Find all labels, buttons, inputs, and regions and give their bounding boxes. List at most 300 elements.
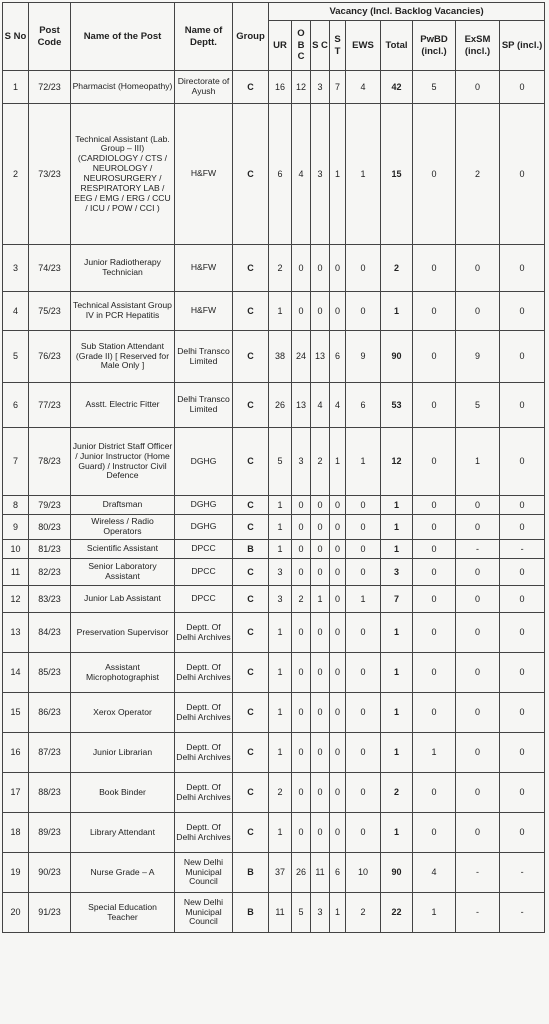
cell-obc: 12	[292, 71, 311, 104]
cell-dept: DGHG	[175, 515, 233, 540]
cell-obc: 13	[292, 383, 311, 428]
cell-group: B	[233, 853, 269, 893]
cell-total: 90	[381, 331, 413, 383]
cell-pwbd: 0	[413, 773, 456, 813]
cell-exsm: -	[456, 893, 500, 933]
cell-code: 81/23	[29, 540, 71, 559]
cell-ews: 0	[346, 496, 381, 515]
cell-pwbd: 5	[413, 71, 456, 104]
cell-st: 1	[330, 893, 346, 933]
cell-dept: DPCC	[175, 559, 233, 586]
cell-total: 1	[381, 733, 413, 773]
cell-sno: 15	[3, 693, 29, 733]
cell-st: 0	[330, 515, 346, 540]
cell-name: Junior Librarian	[71, 733, 175, 773]
cell-pwbd: 0	[413, 331, 456, 383]
cell-st: 0	[330, 813, 346, 853]
cell-dept: Deptt. Of Delhi Archives	[175, 693, 233, 733]
table-row	[3, 613, 545, 653]
cell-code: 74/23	[29, 245, 71, 292]
table-row	[3, 515, 545, 540]
cell-pwbd: 0	[413, 292, 456, 331]
cell-obc: 0	[292, 515, 311, 540]
cell-total: 1	[381, 496, 413, 515]
table-row	[3, 383, 545, 428]
cell-sc: 0	[311, 773, 330, 813]
cell-ews: 1	[346, 104, 381, 245]
cell-name: Technical Assistant Group IV in PCR Hepatitis	[71, 292, 175, 331]
cell-group: C	[233, 586, 269, 613]
cell-sp: 0	[500, 813, 545, 853]
cell-dept: H&FW	[175, 104, 233, 245]
cell-code: 82/23	[29, 559, 71, 586]
cell-sc: 0	[311, 245, 330, 292]
header-sub-5: Total	[381, 21, 413, 71]
cell-total: 2	[381, 773, 413, 813]
cell-sno: 19	[3, 853, 29, 893]
cell-dept: Deptt. Of Delhi Archives	[175, 613, 233, 653]
cell-pwbd: 0	[413, 653, 456, 693]
cell-sno: 17	[3, 773, 29, 813]
cell-sp: 0	[500, 496, 545, 515]
cell-name: Technical Assistant (Lab. Group – III) (CARDIOLOGY / CTS / NEUROLOGY / NEUROSURGERY / RESPIRATORY LAB / EEG / EMG / ERG / CCU / ICU / POW / CCI )	[71, 104, 175, 245]
cell-st: 0	[330, 733, 346, 773]
cell-total: 1	[381, 515, 413, 540]
cell-code: 76/23	[29, 331, 71, 383]
cell-ur: 3	[269, 586, 292, 613]
cell-name: Pharmacist (Homeopathy)	[71, 71, 175, 104]
cell-dept: Delhi Transco Limited	[175, 331, 233, 383]
cell-exsm: 0	[456, 559, 500, 586]
cell-sno: 4	[3, 292, 29, 331]
cell-sp: 0	[500, 245, 545, 292]
cell-sno: 1	[3, 71, 29, 104]
header-sub-3: S T	[330, 21, 346, 71]
table-row	[3, 428, 545, 496]
table-row	[3, 104, 545, 245]
cell-st: 0	[330, 693, 346, 733]
header-sub-2: S C	[311, 21, 330, 71]
cell-st: 0	[330, 245, 346, 292]
cell-sno: 7	[3, 428, 29, 496]
table-row	[3, 496, 545, 515]
cell-name: Junior District Staff Officer / Junior Instructor (Home Guard) / Instructor Civil Defence	[71, 428, 175, 496]
cell-total: 3	[381, 559, 413, 586]
cell-sc: 0	[311, 292, 330, 331]
cell-st: 0	[330, 773, 346, 813]
cell-ur: 1	[269, 540, 292, 559]
cell-pwbd: 0	[413, 104, 456, 245]
cell-st: 6	[330, 853, 346, 893]
cell-exsm: 0	[456, 773, 500, 813]
header-sub-4: EWS	[346, 21, 381, 71]
cell-ur: 1	[269, 733, 292, 773]
cell-group: C	[233, 613, 269, 653]
cell-name: Book Binder	[71, 773, 175, 813]
cell-total: 90	[381, 853, 413, 893]
cell-group: C	[233, 331, 269, 383]
cell-sp: 0	[500, 559, 545, 586]
cell-ur: 26	[269, 383, 292, 428]
cell-code: 75/23	[29, 292, 71, 331]
cell-sno: 5	[3, 331, 29, 383]
cell-name: Junior Radiotherapy Technician	[71, 245, 175, 292]
cell-ur: 1	[269, 653, 292, 693]
cell-st: 7	[330, 71, 346, 104]
cell-exsm: 0	[456, 245, 500, 292]
cell-pwbd: 0	[413, 515, 456, 540]
cell-exsm: 2	[456, 104, 500, 245]
cell-ur: 37	[269, 853, 292, 893]
cell-sp: -	[500, 540, 545, 559]
cell-sp: 0	[500, 586, 545, 613]
cell-exsm: 0	[456, 515, 500, 540]
cell-sp: 0	[500, 104, 545, 245]
cell-group: C	[233, 104, 269, 245]
cell-ews: 0	[346, 292, 381, 331]
cell-exsm: 0	[456, 733, 500, 773]
cell-pwbd: 0	[413, 559, 456, 586]
cell-sp: 0	[500, 515, 545, 540]
cell-dept: Directorate of Ayush	[175, 71, 233, 104]
cell-ews: 4	[346, 71, 381, 104]
cell-sno: 9	[3, 515, 29, 540]
cell-sp: 0	[500, 292, 545, 331]
header-sub-1: O B C	[292, 21, 311, 71]
cell-ews: 0	[346, 245, 381, 292]
cell-obc: 0	[292, 813, 311, 853]
cell-ur: 2	[269, 773, 292, 813]
header-post-name: Name of the Post	[71, 3, 175, 71]
cell-obc: 0	[292, 773, 311, 813]
cell-name: Scientific Assistant	[71, 540, 175, 559]
cell-obc: 0	[292, 613, 311, 653]
cell-st: 4	[330, 383, 346, 428]
cell-sno: 8	[3, 496, 29, 515]
cell-dept: New Delhi Municipal Council	[175, 853, 233, 893]
cell-total: 1	[381, 540, 413, 559]
cell-group: C	[233, 653, 269, 693]
cell-ews: 0	[346, 813, 381, 853]
cell-sp: -	[500, 893, 545, 933]
cell-exsm: 0	[456, 292, 500, 331]
cell-dept: DGHG	[175, 496, 233, 515]
cell-sno: 11	[3, 559, 29, 586]
cell-group: C	[233, 773, 269, 813]
cell-sno: 2	[3, 104, 29, 245]
cell-group: C	[233, 71, 269, 104]
cell-code: 72/23	[29, 71, 71, 104]
cell-sp: 0	[500, 428, 545, 496]
cell-obc: 24	[292, 331, 311, 383]
cell-sc: 0	[311, 613, 330, 653]
cell-code: 80/23	[29, 515, 71, 540]
cell-code: 91/23	[29, 893, 71, 933]
cell-sno: 13	[3, 613, 29, 653]
cell-sp: 0	[500, 331, 545, 383]
cell-total: 1	[381, 653, 413, 693]
cell-group: C	[233, 292, 269, 331]
cell-code: 84/23	[29, 613, 71, 653]
cell-pwbd: 0	[413, 383, 456, 428]
cell-sc: 0	[311, 733, 330, 773]
cell-ur: 11	[269, 893, 292, 933]
cell-pwbd: 1	[413, 733, 456, 773]
cell-code: 88/23	[29, 773, 71, 813]
cell-exsm: 0	[456, 653, 500, 693]
cell-sp: -	[500, 853, 545, 893]
table-row	[3, 733, 545, 773]
cell-total: 53	[381, 383, 413, 428]
cell-sc: 3	[311, 71, 330, 104]
cell-ur: 3	[269, 559, 292, 586]
table-row	[3, 292, 545, 331]
header-department: Name of Deptt.	[175, 3, 233, 71]
cell-exsm: 1	[456, 428, 500, 496]
cell-sno: 10	[3, 540, 29, 559]
table-row	[3, 653, 545, 693]
cell-obc: 5	[292, 893, 311, 933]
cell-st: 0	[330, 653, 346, 693]
cell-st: 6	[330, 331, 346, 383]
cell-sp: 0	[500, 383, 545, 428]
cell-total: 1	[381, 292, 413, 331]
cell-exsm: 5	[456, 383, 500, 428]
cell-name: Nurse Grade – A	[71, 853, 175, 893]
cell-sc: 4	[311, 383, 330, 428]
cell-dept: Deptt. Of Delhi Archives	[175, 653, 233, 693]
cell-dept: Deptt. Of Delhi Archives	[175, 733, 233, 773]
cell-sc: 3	[311, 893, 330, 933]
table-row	[3, 331, 545, 383]
table-row	[3, 853, 545, 893]
table-row	[3, 813, 545, 853]
cell-obc: 2	[292, 586, 311, 613]
cell-exsm: 0	[456, 496, 500, 515]
cell-code: 85/23	[29, 653, 71, 693]
cell-dept: DGHG	[175, 428, 233, 496]
header-group: Group	[233, 3, 269, 71]
cell-total: 1	[381, 693, 413, 733]
table-row	[3, 586, 545, 613]
cell-pwbd: 4	[413, 853, 456, 893]
cell-sc: 2	[311, 428, 330, 496]
cell-code: 87/23	[29, 733, 71, 773]
cell-name: Senior Laboratory Assistant	[71, 559, 175, 586]
cell-sno: 12	[3, 586, 29, 613]
cell-sc: 0	[311, 559, 330, 586]
cell-sp: 0	[500, 71, 545, 104]
cell-ews: 6	[346, 383, 381, 428]
cell-ews: 10	[346, 853, 381, 893]
cell-ews: 2	[346, 893, 381, 933]
cell-sp: 0	[500, 773, 545, 813]
header-sub-8: SP (incl.)	[500, 21, 545, 71]
table-row	[3, 559, 545, 586]
cell-exsm: -	[456, 540, 500, 559]
cell-pwbd: 0	[413, 245, 456, 292]
cell-ews: 0	[346, 559, 381, 586]
cell-sno: 6	[3, 383, 29, 428]
cell-group: B	[233, 540, 269, 559]
cell-group: C	[233, 515, 269, 540]
cell-sp: 0	[500, 653, 545, 693]
cell-ur: 1	[269, 496, 292, 515]
cell-obc: 0	[292, 653, 311, 693]
cell-sc: 0	[311, 653, 330, 693]
cell-dept: Delhi Transco Limited	[175, 383, 233, 428]
cell-sc: 1	[311, 586, 330, 613]
cell-exsm: -	[456, 853, 500, 893]
cell-dept: New Delhi Municipal Council	[175, 893, 233, 933]
cell-sno: 3	[3, 245, 29, 292]
cell-ur: 2	[269, 245, 292, 292]
cell-ews: 0	[346, 773, 381, 813]
cell-obc: 0	[292, 245, 311, 292]
cell-ur: 5	[269, 428, 292, 496]
cell-pwbd: 0	[413, 693, 456, 733]
header-post-code: Post Code	[29, 3, 71, 71]
cell-name: Special Education Teacher	[71, 893, 175, 933]
cell-ews: 0	[346, 515, 381, 540]
cell-sc: 13	[311, 331, 330, 383]
cell-st: 0	[330, 540, 346, 559]
cell-st: 0	[330, 559, 346, 586]
cell-obc: 0	[292, 693, 311, 733]
cell-code: 83/23	[29, 586, 71, 613]
cell-dept: H&FW	[175, 245, 233, 292]
cell-ews: 9	[346, 331, 381, 383]
cell-name: Sub Station Attendant (Grade II) [ Reserved for Male Only ]	[71, 331, 175, 383]
cell-obc: 3	[292, 428, 311, 496]
cell-sp: 0	[500, 693, 545, 733]
cell-sc: 0	[311, 540, 330, 559]
header-vacancy: Vacancy (Incl. Backlog Vacancies)	[269, 3, 545, 21]
cell-st: 1	[330, 104, 346, 245]
table-row	[3, 693, 545, 733]
cell-ur: 1	[269, 292, 292, 331]
header-sub-7: ExSM (incl.)	[456, 21, 500, 71]
cell-ur: 1	[269, 515, 292, 540]
cell-sp: 0	[500, 733, 545, 773]
cell-name: Junior Lab Assistant	[71, 586, 175, 613]
cell-sc: 3	[311, 104, 330, 245]
cell-ews: 0	[346, 653, 381, 693]
cell-st: 0	[330, 586, 346, 613]
cell-obc: 0	[292, 559, 311, 586]
cell-total: 2	[381, 245, 413, 292]
cell-ews: 0	[346, 613, 381, 653]
cell-st: 0	[330, 292, 346, 331]
cell-name: Assistant Microphotographist	[71, 653, 175, 693]
cell-sno: 18	[3, 813, 29, 853]
header-sno: S No	[3, 3, 29, 71]
cell-total: 1	[381, 813, 413, 853]
header-sub-6: PwBD (incl.)	[413, 21, 456, 71]
cell-exsm: 0	[456, 71, 500, 104]
table-row	[3, 773, 545, 813]
cell-code: 86/23	[29, 693, 71, 733]
cell-sc: 0	[311, 496, 330, 515]
cell-total: 12	[381, 428, 413, 496]
cell-name: Xerox Operator	[71, 693, 175, 733]
cell-obc: 0	[292, 496, 311, 515]
cell-ews: 1	[346, 428, 381, 496]
cell-pwbd: 0	[413, 496, 456, 515]
cell-code: 73/23	[29, 104, 71, 245]
cell-group: C	[233, 693, 269, 733]
cell-total: 7	[381, 586, 413, 613]
cell-ur: 1	[269, 693, 292, 733]
cell-code: 77/23	[29, 383, 71, 428]
cell-ews: 0	[346, 693, 381, 733]
cell-total: 15	[381, 104, 413, 245]
cell-pwbd: 0	[413, 428, 456, 496]
cell-ews: 0	[346, 540, 381, 559]
cell-name: Preservation Supervisor	[71, 613, 175, 653]
cell-name: Wireless / Radio Operators	[71, 515, 175, 540]
cell-ews: 0	[346, 733, 381, 773]
cell-code: 90/23	[29, 853, 71, 893]
cell-group: B	[233, 893, 269, 933]
cell-group: C	[233, 733, 269, 773]
cell-dept: DPCC	[175, 540, 233, 559]
cell-group: C	[233, 813, 269, 853]
cell-obc: 26	[292, 853, 311, 893]
cell-code: 89/23	[29, 813, 71, 853]
cell-obc: 0	[292, 292, 311, 331]
cell-ews: 1	[346, 586, 381, 613]
cell-sno: 16	[3, 733, 29, 773]
cell-total: 1	[381, 613, 413, 653]
table-row	[3, 245, 545, 292]
cell-ur: 1	[269, 813, 292, 853]
cell-sno: 20	[3, 893, 29, 933]
cell-pwbd: 0	[413, 586, 456, 613]
cell-exsm: 0	[456, 613, 500, 653]
cell-group: C	[233, 559, 269, 586]
cell-pwbd: 0	[413, 813, 456, 853]
cell-pwbd: 1	[413, 893, 456, 933]
vacancy-table	[2, 2, 545, 933]
cell-total: 42	[381, 71, 413, 104]
cell-pwbd: 0	[413, 613, 456, 653]
cell-ur: 6	[269, 104, 292, 245]
cell-dept: Deptt. Of Delhi Archives	[175, 813, 233, 853]
cell-st: 0	[330, 613, 346, 653]
cell-obc: 0	[292, 540, 311, 559]
cell-sc: 0	[311, 515, 330, 540]
cell-code: 79/23	[29, 496, 71, 515]
cell-ur: 38	[269, 331, 292, 383]
cell-sc: 0	[311, 813, 330, 853]
cell-dept: H&FW	[175, 292, 233, 331]
table-row	[3, 71, 545, 104]
cell-group: C	[233, 383, 269, 428]
cell-sc: 11	[311, 853, 330, 893]
cell-name: Draftsman	[71, 496, 175, 515]
cell-sc: 0	[311, 693, 330, 733]
cell-sno: 14	[3, 653, 29, 693]
cell-group: C	[233, 428, 269, 496]
cell-exsm: 0	[456, 693, 500, 733]
cell-exsm: 9	[456, 331, 500, 383]
header-sub-0: UR	[269, 21, 292, 71]
table-row	[3, 540, 545, 559]
cell-total: 22	[381, 893, 413, 933]
cell-pwbd: 0	[413, 540, 456, 559]
cell-name: Library Attendant	[71, 813, 175, 853]
